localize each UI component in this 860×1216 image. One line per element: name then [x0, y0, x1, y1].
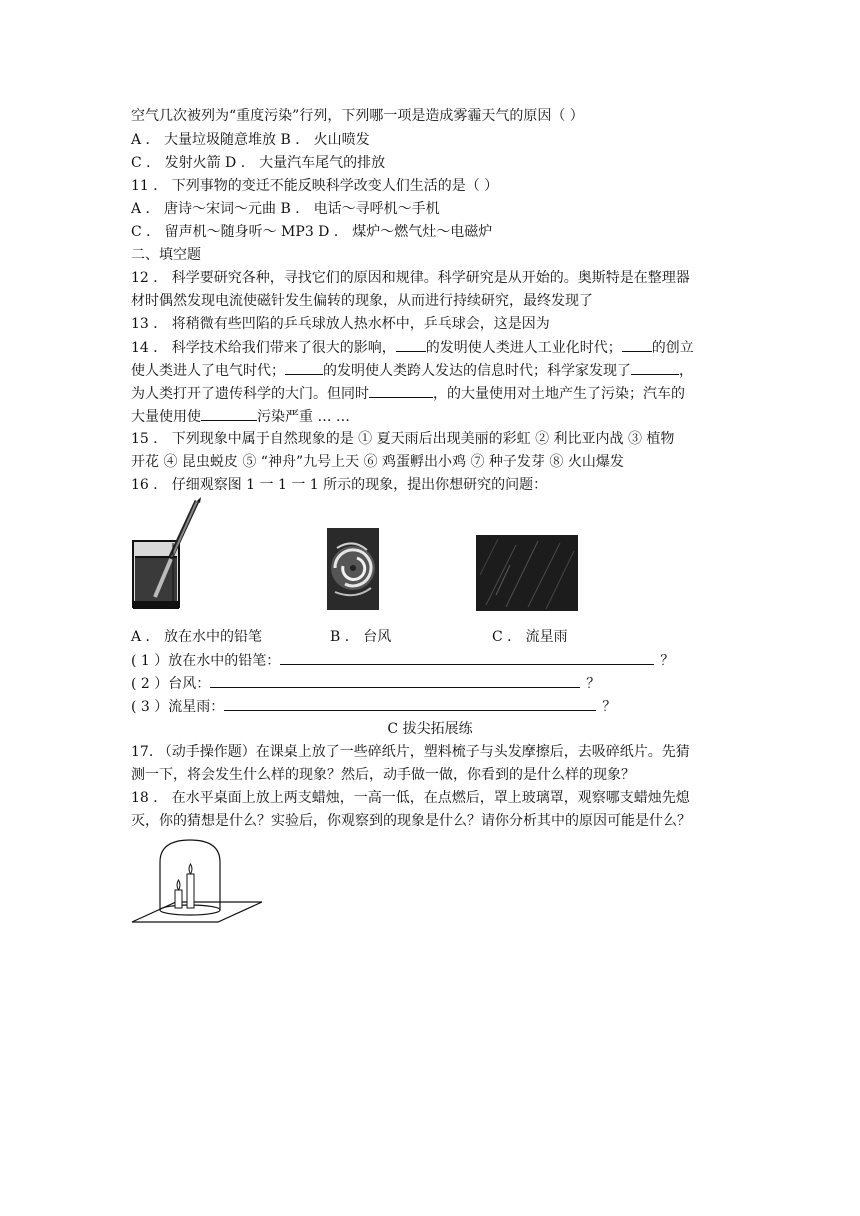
- q14-text-h: ，的大量使用对土地产生了污染；汽车的: [433, 386, 685, 402]
- q14-text-j: 污染严重 … …: [257, 409, 350, 425]
- q11-options-cd: C ． 留声机～随身听～ MP3 D ． 煤炉～燃气灶～电磁炉: [131, 224, 493, 240]
- q14-line-3: [131, 383, 685, 404]
- answer-3-qmark: ？: [602, 699, 617, 715]
- q14-line-2: [131, 360, 693, 381]
- caption-meteor: C ． 流星雨: [492, 629, 568, 645]
- caption-pencil: A ． 放在水中的铅笔: [131, 629, 263, 645]
- answer-3-label: ( 3 ）流星雨：: [131, 699, 225, 715]
- q14-blank-1[interactable]: [396, 337, 426, 352]
- typhoon-figure: [327, 528, 379, 610]
- answer-line-3: [131, 696, 616, 717]
- q14-text-c: 的创立: [651, 340, 694, 356]
- q13-line: 13 ． 将稍微有些凹陷的乒乓球放人热水杯中，乒乓球会，这是因为: [131, 316, 550, 332]
- q10-options-cd: C ． 发射火箭 D ． 大量汽车尾气的排放: [131, 155, 386, 171]
- q14-blank-3[interactable]: [285, 360, 323, 375]
- answer-2-qmark: ？: [586, 676, 601, 692]
- q14-text-b: 的发明使人类进人工业化时代；: [425, 340, 622, 356]
- section-heading-c: C 拔尖拓展练: [387, 721, 473, 737]
- answer-line-2: [131, 673, 600, 694]
- q12-line-2: 材时偶然发现电流使磁针发生偏转的现象，从而进行持续研究，最终发现了: [131, 293, 593, 309]
- answer-1-blank[interactable]: [280, 650, 654, 665]
- meteor-shower-figure: [476, 535, 578, 611]
- answer-3-blank[interactable]: [224, 696, 596, 711]
- q18-line-1: 18 ． 在水平桌面上放上两支蜡烛，一高一低，在点燃后，罩上玻璃罩，观察哪支蜡烛先熄: [131, 790, 690, 806]
- q14-blank-2[interactable]: [622, 337, 652, 352]
- answer-2-blank[interactable]: [210, 673, 580, 688]
- answer-1-label: ( 1 ）放在水中的铅笔：: [131, 653, 281, 669]
- q14-blank-4[interactable]: [631, 360, 679, 375]
- caption-typhoon: B ． 台风: [330, 629, 392, 645]
- q14-line-1: [131, 337, 694, 358]
- q14-text-i: 大量使用使: [131, 409, 201, 425]
- q11-options-ab: A ． 唐诗～宋词～元曲 B ． 电话～寻呼机～手机: [131, 201, 440, 217]
- q10-stem-line: 空气几次被列为“重度污染”行列，下列哪一项是造成雾霾天气的原因（ ）: [131, 108, 584, 124]
- answer-2-label: ( 2 ）台风：: [131, 676, 211, 692]
- q14-text-f: ，: [679, 363, 693, 379]
- q17-line-2: 测一下，将会发生什么样的现象？然后，动手做一做，你看到的是什么样的现象？: [131, 767, 635, 783]
- q14-blank-5[interactable]: [369, 383, 433, 398]
- q12-line-1: 12 ． 科学要研究各种，寻找它们的原因和规律。科学研究是从开始的。奥斯特是在整理器: [131, 270, 690, 286]
- answer-1-qmark: ？: [660, 653, 675, 669]
- q14-line-4: [131, 406, 350, 427]
- q16-stem: 16 ． 仔细观察图 1 一 1 一 1 所示的现象，提出你想研究的问题：: [131, 477, 548, 493]
- q15-line-1: 15 ． 下列现象中属于自然现象的是 ① 夏天雨后出现美丽的彩虹 ② 利比亚内战 ③ 植物: [131, 431, 675, 447]
- pencil-in-water-figure: [131, 497, 211, 612]
- q18-line-2: 灭，你的猜想是什么？实验后，你观察到的现象是什么？请你分析其中的原因可能是什么？: [131, 813, 691, 829]
- q14-text-d: 使人类进人了电气时代；: [131, 363, 285, 379]
- q15-line-2: 开花 ④ 昆虫蜕皮 ⑤ “神舟”九号上天 ⑥ 鸡蛋孵出小鸡 ⑦ 种子发芽 ⑧ 火山爆发: [131, 454, 624, 470]
- q14-text-g: 为人类打开了遗传科学的大门。但同时: [131, 386, 369, 402]
- q10-options-ab: A ． 大量垃圾随意堆放 B ． 火山喷发: [131, 132, 370, 148]
- candles-bell-jar-figure: [130, 836, 265, 928]
- q14-text-a: 14 ． 科学技术给我们带来了很大的影响，: [131, 340, 396, 356]
- q14-blank-6[interactable]: [201, 406, 257, 421]
- answer-line-1: [131, 650, 674, 671]
- section-heading-fill-in: 二、填空题: [131, 247, 201, 263]
- q11-stem: 11 ． 下列事物的变迁不能反映科学改变人们生活的是（ ）: [131, 178, 499, 194]
- q17-line-1: 17. （动手操作题）在课桌上放了一些碎纸片，塑料梳子与头发摩擦后，去吸碎纸片。先猜: [131, 744, 690, 760]
- q14-text-e: 的发明使人类跨人发达的信息时代；科学家发现了: [323, 363, 631, 379]
